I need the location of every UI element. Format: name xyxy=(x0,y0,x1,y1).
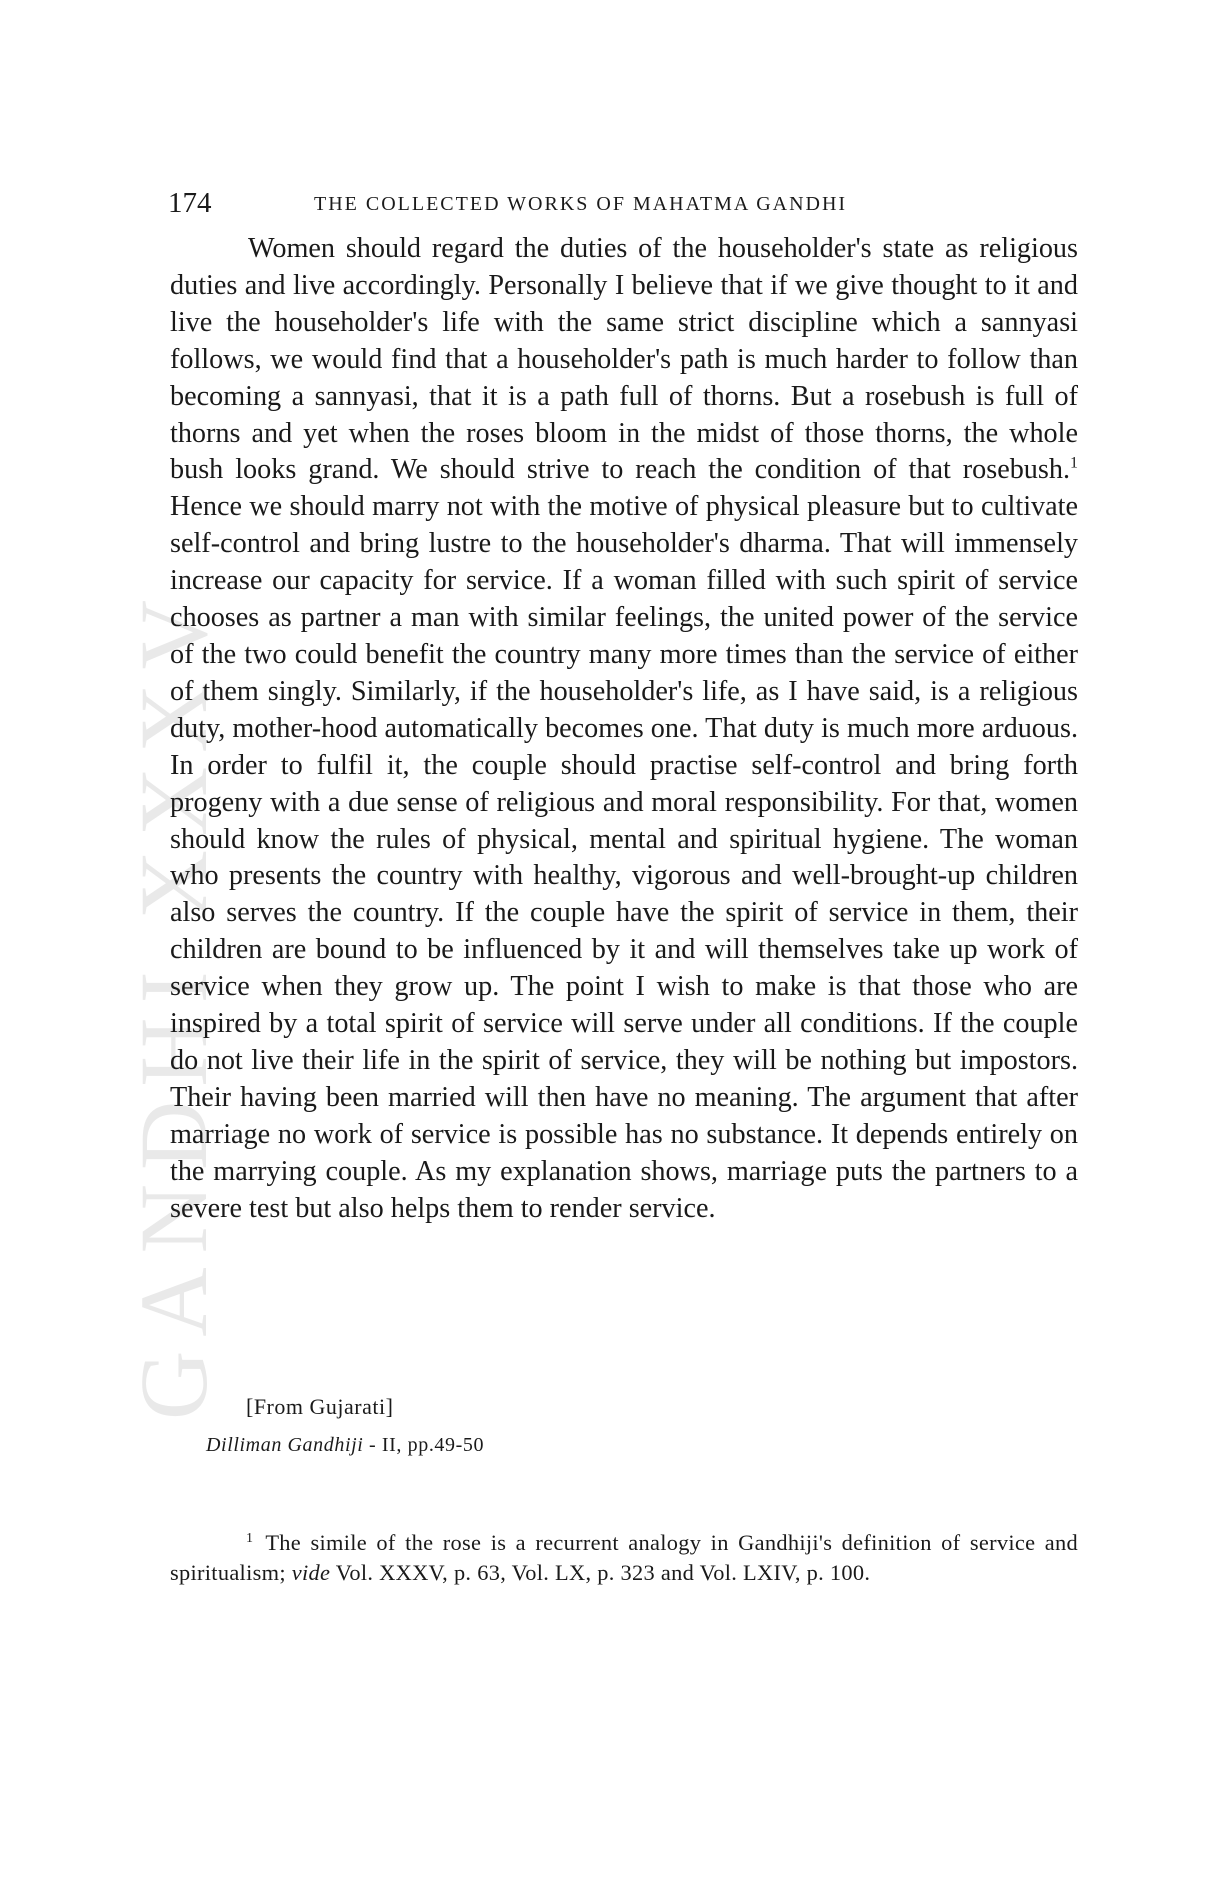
footnote-reference: 1 xyxy=(1070,455,1078,473)
citation-details: - II, pp.49-50 xyxy=(363,1434,485,1456)
citation-book-title: Dilliman Gandhiji xyxy=(206,1434,364,1456)
footnote-text-part-1: The simile of the rose is a recurrent analogy in Gandhiji's definition of service and spiritualism; xyxy=(170,1530,1078,1585)
running-title: THE COLLECTED WORKS OF MAHATMA GANDHI xyxy=(314,193,848,215)
footnote: 1 The simile of the rose is a recurrent analogy in Gandhiji's definition of service and spiritualism; vide Vol. XXXV, p. 63, Vol. LX, p. 323 and Vol. LXIV, p. 100. xyxy=(170,1530,1078,1585)
footnote-vide: vide xyxy=(291,1559,331,1585)
body-text-part-1: Women should regard the duties of the householder's state as religious duties and live accordingly. Personally I believe that if we give thought to it and live the householder's life with the same strict discipline which a sannyasi follows, we would find that a householder's path is much harder to follow than becoming a sannyasi, that it is a path full of thorns. But a rosebush is full of thorns and yet when the roses bloom in the midst of those thorns, the whole bush looks grand. We should strive to reach the condition of that rosebush. xyxy=(170,233,1078,486)
watermark: GANDHI XXXV xyxy=(120,586,227,1420)
page-number: 174 xyxy=(168,187,212,219)
body-text-part-2: Hence we should marry not with the motive of physical pleasure but to cultivate self-control and bring lustre to the householder's dharma. That will immensely increase our capacity for service. If a woman filled with such spirit of service chooses as partner a man with similar feelings, the united power of the service of the two could benefit the country many more times than the service of either of them singly. Similarly, if the householder's life, as I have said, is a religious duty, mother-hood automatically becomes one. That duty is much more arduous. In order to fulfil it, the couple should practise self-control and bring forth progeny with a due sense of religious and moral responsibility. For that, women should know the rules of physical, mental and spiritual hygiene. The woman who presents the country with healthy, vigorous and well-brought-up children also serves the country. If the couple have the spirit of service in them, their children are bound to be influenced by it and will themselves take up work of service when they grow up. The point I wish to make is that those who are inspired by a total spirit of service will serve under all conditions. If the couple do not live their life in the spirit of service, they will be nothing but impostors. Their having been married will then have no meaning. The argument that after marriage no work of service is possible has no substance. It depends entirely on the marrying couple. As my explanation shows, marriage puts the partners to a severe test but also helps them to render service. xyxy=(170,491,1078,1224)
source-citation xyxy=(206,1430,484,1460)
source-language-note: [From Gujarati] xyxy=(246,1394,394,1419)
running-header xyxy=(168,186,1080,220)
body-paragraph xyxy=(170,231,1078,1227)
footnote-text-part-2: Vol. XXXV, p. 63, Vol. LX, p. 323 and Vol. LXIV, p. 100. xyxy=(330,1559,871,1585)
